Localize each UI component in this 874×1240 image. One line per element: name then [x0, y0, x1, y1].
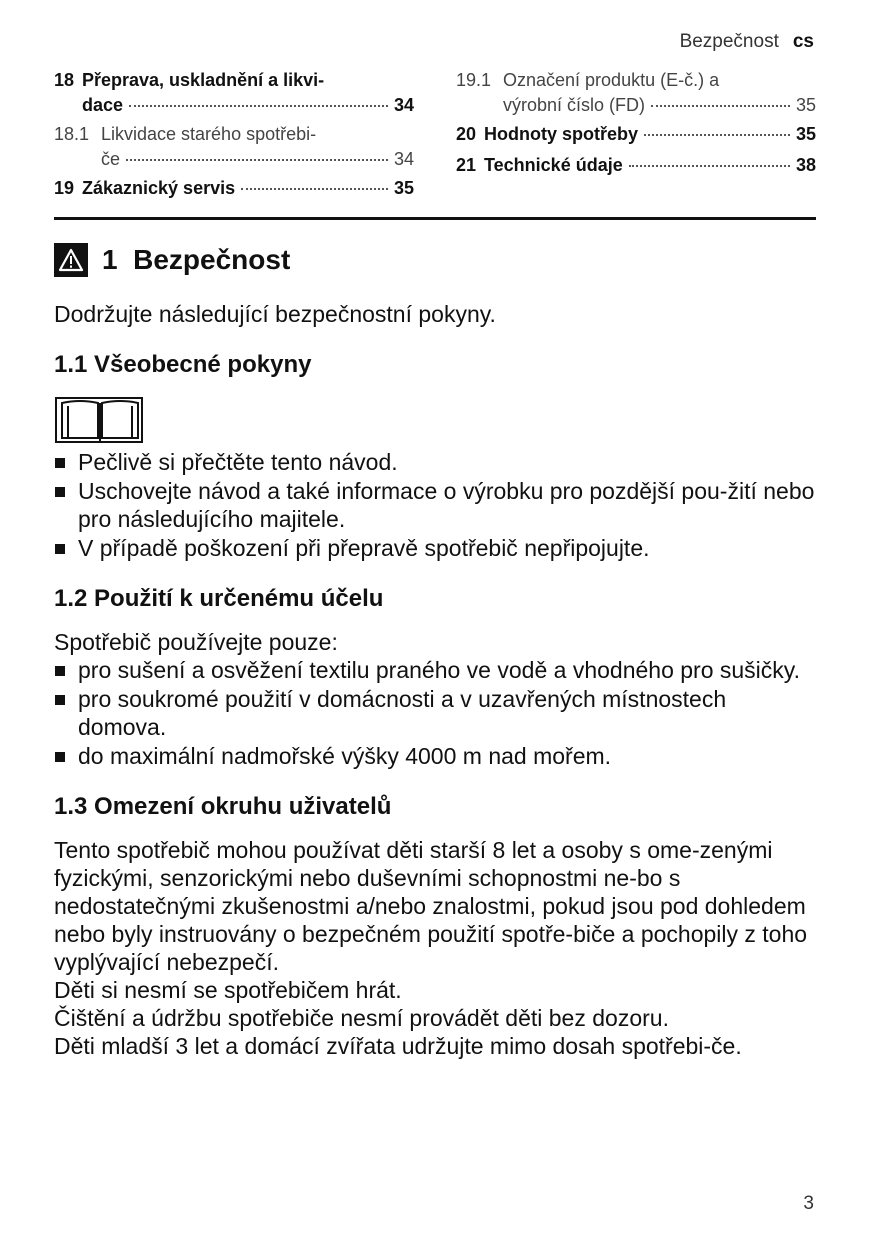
open-book-icon: [54, 394, 146, 446]
toc-entry-page: 38: [795, 155, 816, 175]
section-heading-1-3: 1.3 Omezení okruhu uživatelů: [54, 793, 392, 820]
running-header: [680, 31, 814, 53]
table-of-contents: [54, 68, 816, 208]
toc-entry-page: 35: [795, 95, 816, 115]
chapter-number: 1: [102, 244, 118, 275]
toc-entry-page: 34: [393, 149, 414, 169]
paragraph: Děti mladší 3 let a domácí zvířata udržujte mimo dosah spotřebi-če.: [54, 1033, 742, 1059]
section-heading-1-1: 1.1 Všeobecné pokyny: [54, 351, 312, 378]
intended-use-intro: Spotřebič používejte pouze:: [54, 629, 338, 655]
toc-entry-18[interactable]: [54, 68, 414, 118]
list-item: do maximální nadmořské výšky 4000 m nad mořem.: [54, 742, 816, 770]
toc-entry-title-cont: dace: [82, 95, 124, 115]
section-divider: [54, 217, 816, 220]
chapter-title-text: Bezpečnost: [133, 244, 291, 275]
page-number: 3: [803, 1193, 814, 1214]
toc-entry-page: 35: [393, 178, 414, 198]
toc-entry-title: Hodnoty spotřeby: [484, 124, 639, 144]
intended-use-list: [54, 656, 816, 770]
toc-entry-number: 19: [54, 178, 75, 198]
toc-entry-page: 34: [393, 95, 414, 115]
toc-entry-title: Technické údaje: [484, 155, 623, 175]
toc-entry-number: 20: [456, 124, 477, 144]
paragraph: Tento spotřebič mohou používat děti starší 8 let a osoby s ome-zenými fyzickými, senzorickými nebo duševními schopnostmi ne-bo s nedostatečnými zkušenostmi a/nebo znalostmi, pokud jsou pod dohledem nebo byly instruovány o bezpečném použití spotře-biče a pochopily z toho vyplývající nebezpečí.: [54, 837, 808, 975]
dot-leader: [644, 134, 790, 136]
dot-leader: [651, 105, 790, 107]
section-heading-1-2: 1.2 Použití k určenému účelu: [54, 585, 384, 612]
header-section: Bezpečnost: [679, 31, 779, 52]
toc-entry-page: 35: [795, 124, 816, 144]
list-item: Uschovejte návod a také informace o výrobku pro pozdější pou-žití nebo pro následujícího majitele.: [54, 477, 816, 533]
toc-entry-number: 18: [54, 70, 75, 90]
toc-entry-title: Přeprava, uskladnění a likvi-: [82, 70, 325, 90]
dot-leader: [129, 105, 388, 107]
paragraph: Čištění a údržbu spotřebiče nesmí provádět děti bez dozoru.: [54, 1005, 669, 1031]
toc-entry-number: 21: [456, 155, 477, 175]
chapter-heading: [54, 234, 816, 286]
header-language: cs: [792, 31, 814, 52]
general-instructions-list: [54, 448, 816, 562]
list-item: pro sušení a osvěžení textilu praného ve vodě a vhodného pro sušičky.: [54, 656, 816, 684]
user-restrictions-text: [54, 836, 816, 1060]
list-item: pro soukromé použití v domácnosti a v uzavřených místnostech domova.: [54, 685, 816, 741]
dot-leader: [241, 188, 388, 190]
toc-entry-18-1[interactable]: [54, 122, 414, 172]
toc-entry-number: 19.1: [456, 70, 492, 90]
dot-leader: [629, 165, 790, 167]
warning-triangle-icon: [54, 243, 88, 277]
toc-entry-title: Likvidace starého spotřebi-: [101, 124, 317, 144]
toc-entry-19-1[interactable]: [456, 68, 816, 118]
list-item: V případě poškození při přepravě spotřebič nepřipojujte.: [54, 534, 816, 562]
toc-entry-19[interactable]: [54, 176, 414, 201]
toc-entry-title-cont: če: [101, 149, 121, 169]
chapter-intro: Dodržujte následující bezpečnostní pokyny.: [54, 301, 496, 327]
toc-entry-number: 18.1: [54, 124, 90, 144]
toc-entry-title-cont: výrobní číslo (FD): [503, 95, 646, 115]
list-item: Pečlivě si přečtěte tento návod.: [54, 448, 816, 476]
toc-entry-21[interactable]: [456, 153, 816, 178]
dot-leader: [126, 159, 388, 161]
chapter-title: [102, 244, 290, 276]
main-content: [54, 228, 816, 1060]
toc-column-left: [54, 68, 414, 205]
toc-entry-title: Označení produktu (E-č.) a: [503, 70, 720, 90]
paragraph: Děti si nesmí se spotřebičem hrát.: [54, 977, 402, 1003]
toc-entry-title: Zákaznický servis: [82, 178, 236, 198]
toc-entry-20[interactable]: [456, 122, 816, 147]
toc-column-right: [456, 68, 816, 182]
